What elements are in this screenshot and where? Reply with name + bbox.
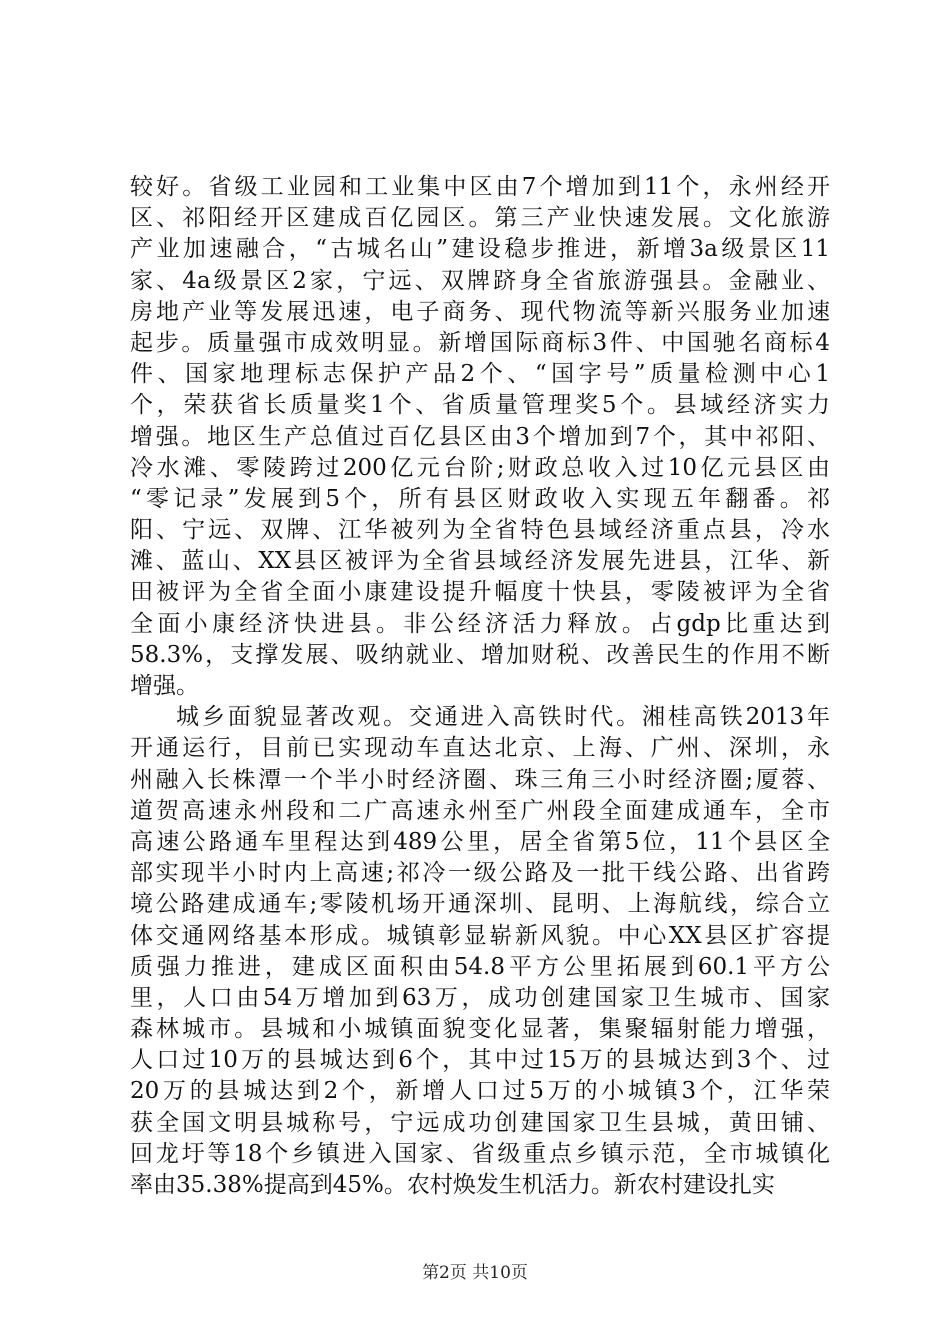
text-line: 产业加速融合，“古城名山”建设稳步推进，新增3a级景区11: [130, 236, 830, 263]
text-line: 森林城市。县城和小城镇面貌变化显著，集聚辐射能力增强，: [130, 1016, 830, 1043]
text-line: 城乡面貌显著改观。交通进入高铁时代。湘桂高铁2013年: [176, 704, 830, 731]
text-line: 58.3%，支撑发展、吸纳就业、增加财税、改善民生的作用不断: [130, 641, 830, 668]
paragraph-urban-rural: [130, 702, 830, 1201]
text-line: 体交通网络基本形成。城镇彰显崭新风貌。中心XX县区扩容提: [130, 922, 830, 949]
text-line: 全面小康经济快进县。非公经济活力释放。占gdp比重达到: [130, 610, 830, 637]
text-line: “零记录”发展到5个，所有县区财政收入实现五年翻番。祁: [130, 485, 830, 512]
text-line: 增强。地区生产总值过百亿县区由3个增加到7个，其中祁阳、: [130, 423, 830, 450]
text-line: 高速公路通车里程达到489公里，居全省第5位，11个县区全: [130, 828, 830, 855]
text-line: 州融入长株潭一个半小时经济圈、珠三角三小时经济圈;厦蓉、: [130, 766, 830, 793]
text-line: 20万的县城达到2个，新增人口过5万的小城镇3个，江华荣: [130, 1078, 830, 1105]
text-line: 滩、蓝山、XX县区被评为全省县域经济发展先进县，江华、新: [130, 548, 830, 575]
text-line: 件、国家地理标志保护产品2个、“国字号”质量检测中心1: [130, 361, 830, 388]
text-line: 开通运行，目前已实现动车直达北京、上海、广州、深圳，永: [130, 735, 830, 762]
text-line: 较好。省级工业园和工业集中区由7个增加到11个，永州经开: [130, 174, 830, 200]
text-line: 境公路建成通车;零陵机场开通深圳、昆明、上海航线，综合立: [130, 891, 830, 918]
text-line: 人口过10万的县城达到6个，其中过15万的县城达到3个、过: [130, 1047, 830, 1074]
text-line: 田被评为全省全面小康建设提升幅度十快县，零陵被评为全省: [130, 579, 830, 606]
text-line: 回龙圩等18个乡镇进入国家、省级重点乡镇示范，全市城镇化: [130, 1140, 830, 1167]
text-line: 部实现半小时内上高速;祁冷一级公路及一批干线公路、出省跨: [130, 860, 830, 887]
document-body: [130, 172, 830, 1201]
page-footer: [0, 1262, 950, 1284]
paragraph-economy: [130, 172, 830, 702]
text-line: 阳、宁远、双牌、江华被列为全省特色县域经济重点县，冷水: [130, 517, 830, 544]
text-line: 获全国文明县城称号，宁远成功创建国家卫生县城，黄田铺、: [130, 1109, 830, 1136]
text-line: 增强。: [130, 673, 199, 699]
text-line: 质强力推进，建成区面积由54.8平方公里拓展到60.1平方公: [130, 953, 830, 980]
text-line: 区、祁阳经开区建成百亿园区。第三产业快速发展。文化旅游: [130, 205, 830, 232]
text-line: 率由35.38%提高到45%。农村焕发生机活力。新农村建设扎实: [130, 1172, 775, 1198]
text-line: 冷水滩、零陵跨过200亿元台阶;财政总收入过10亿元县区由: [130, 454, 830, 481]
text-line: 房地产业等发展迅速，电子商务、现代物流等新兴服务业加速: [130, 298, 830, 325]
text-line: 里，人口由54万增加到63万，成功创建国家卫生城市、国家: [130, 984, 830, 1011]
text-line: 家、4a级景区2家，宁远、双牌跻身全省旅游强县。金融业、: [130, 267, 830, 294]
text-line: 道贺高速永州段和二广高速永州至广州段全面建成通车，全市: [130, 797, 830, 824]
text-line: 起步。质量强市成效明显。新增国际商标3件、中国驰名商标4: [130, 329, 830, 356]
text-line: 个，荣获省长质量奖1个、省质量管理奖5个。县域经济实力: [130, 392, 830, 419]
page-number-label: 第2页 共10页: [422, 1263, 528, 1283]
